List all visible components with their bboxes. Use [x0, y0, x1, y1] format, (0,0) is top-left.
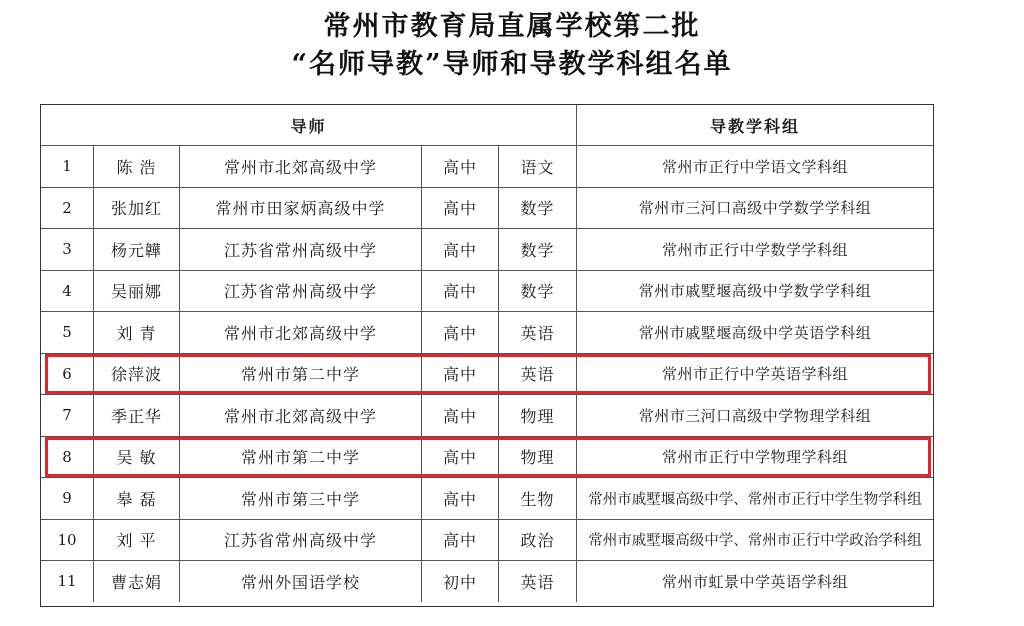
row-number-cell: 2 — [62, 198, 72, 217]
mentor-table — [40, 104, 934, 607]
group-name-cell: 常州市正行中学数学学科组 — [576, 229, 933, 270]
group-name-cell: 常州市戚墅堰高级中学、常州市正行中学政治学科组 — [576, 520, 933, 561]
row-number-cell: 10 — [57, 530, 77, 549]
table-row — [41, 187, 933, 229]
subject-cell: 政治 — [498, 520, 576, 561]
mentor-school-cell: 江苏省常州高级中学 — [179, 229, 421, 270]
mentor-header: 导师 — [290, 116, 327, 136]
school-level-cell: 高中 — [421, 520, 498, 561]
subject-cell: 物理 — [498, 437, 576, 478]
mentor-name-cell: 刘 青 — [93, 312, 179, 353]
subject-cell: 语文 — [498, 146, 576, 187]
group-name-cell: 常州市戚墅堰高级中学、常州市正行中学生物学科组 — [576, 478, 933, 519]
mentor-name-cell: 吴 敏 — [93, 437, 179, 478]
mentor-name-cell: 杨元韡 — [93, 229, 179, 270]
mentor-school-cell: 江苏省常州高级中学 — [179, 520, 421, 561]
table-row — [41, 228, 933, 270]
row-number-cell: 3 — [62, 240, 72, 259]
subject-cell: 生物 — [498, 478, 576, 519]
mentor-school-cell: 常州市北郊高级中学 — [179, 312, 421, 353]
subject-cell: 数学 — [498, 188, 576, 229]
group-name-cell: 常州市戚墅堰高级中学数学学科组 — [576, 271, 933, 312]
mentor-school-cell: 常州市北郊高级中学 — [179, 395, 421, 436]
mentor-school-cell: 江苏省常州高级中学 — [179, 271, 421, 312]
group-name-cell: 常州市三河口高级中学物理学科组 — [576, 395, 933, 436]
school-level-cell: 高中 — [421, 354, 498, 395]
table-row — [41, 436, 933, 478]
school-level-cell: 高中 — [421, 312, 498, 353]
group-name-cell: 常州市虹景中学英语学科组 — [576, 561, 933, 602]
mentor-name-cell: 刘 平 — [93, 520, 179, 561]
school-level-cell: 高中 — [421, 188, 498, 229]
mentor-name-cell: 张加红 — [93, 188, 179, 229]
mentor-name-cell: 徐萍波 — [93, 354, 179, 395]
school-level-cell: 高中 — [421, 478, 498, 519]
table-header-row — [41, 105, 933, 145]
subject-cell: 物理 — [498, 395, 576, 436]
mentor-school-cell: 常州市田家炳高级中学 — [179, 188, 421, 229]
table-row — [41, 353, 933, 395]
school-level-cell: 高中 — [421, 437, 498, 478]
table-row — [41, 311, 933, 353]
table-row — [41, 394, 933, 436]
table-row — [41, 145, 933, 187]
row-number-cell: 4 — [62, 281, 72, 300]
row-number-cell: 8 — [62, 447, 72, 466]
school-level-cell: 高中 — [421, 229, 498, 270]
group-header: 导教学科组 — [576, 105, 933, 145]
mentor-name-cell: 吴丽娜 — [93, 271, 179, 312]
mentor-school-cell: 常州市第二中学 — [179, 437, 421, 478]
school-level-cell: 初中 — [421, 561, 498, 602]
subject-cell: 数学 — [498, 229, 576, 270]
table-row — [41, 519, 933, 561]
subject-cell: 英语 — [498, 561, 576, 602]
table-row — [41, 560, 933, 602]
subject-cell: 英语 — [498, 312, 576, 353]
mentor-school-cell: 常州市第二中学 — [179, 354, 421, 395]
row-number-cell: 7 — [62, 406, 72, 425]
mentor-name-cell: 皋 磊 — [93, 478, 179, 519]
table-row — [41, 270, 933, 312]
row-number-cell: 6 — [62, 364, 72, 383]
group-name-cell: 常州市正行中学物理学科组 — [576, 437, 933, 478]
subject-cell: 数学 — [498, 271, 576, 312]
school-level-cell: 高中 — [421, 146, 498, 187]
mentor-name-cell: 季正华 — [93, 395, 179, 436]
row-number-cell: 5 — [62, 323, 72, 342]
mentor-name-cell: 曹志娟 — [93, 561, 179, 602]
group-name-cell: 常州市正行中学英语学科组 — [576, 354, 933, 395]
group-name-cell: 常州市正行中学语文学科组 — [576, 146, 933, 187]
school-level-cell: 高中 — [421, 395, 498, 436]
mentor-school-cell: 常州市北郊高级中学 — [179, 146, 421, 187]
table-row — [41, 477, 933, 519]
row-number-cell: 9 — [62, 489, 72, 508]
mentor-school-cell: 常州市第三中学 — [179, 478, 421, 519]
row-number-cell: 1 — [62, 157, 72, 176]
document-title-line-1: 常州市教育局直属学校第二批 — [323, 11, 701, 42]
mentor-name-cell: 陈 浩 — [93, 146, 179, 187]
school-level-cell: 高中 — [421, 271, 498, 312]
subject-cell: 英语 — [498, 354, 576, 395]
mentor-school-cell: 常州外国语学校 — [179, 561, 421, 602]
row-number-cell: 11 — [57, 572, 77, 591]
group-name-cell: 常州市戚墅堰高级中学英语学科组 — [576, 312, 933, 353]
group-name-cell: 常州市三河口高级中学数学学科组 — [576, 188, 933, 229]
document-title-line-2: “名师导教”导师和导教学科组名单 — [291, 49, 733, 80]
